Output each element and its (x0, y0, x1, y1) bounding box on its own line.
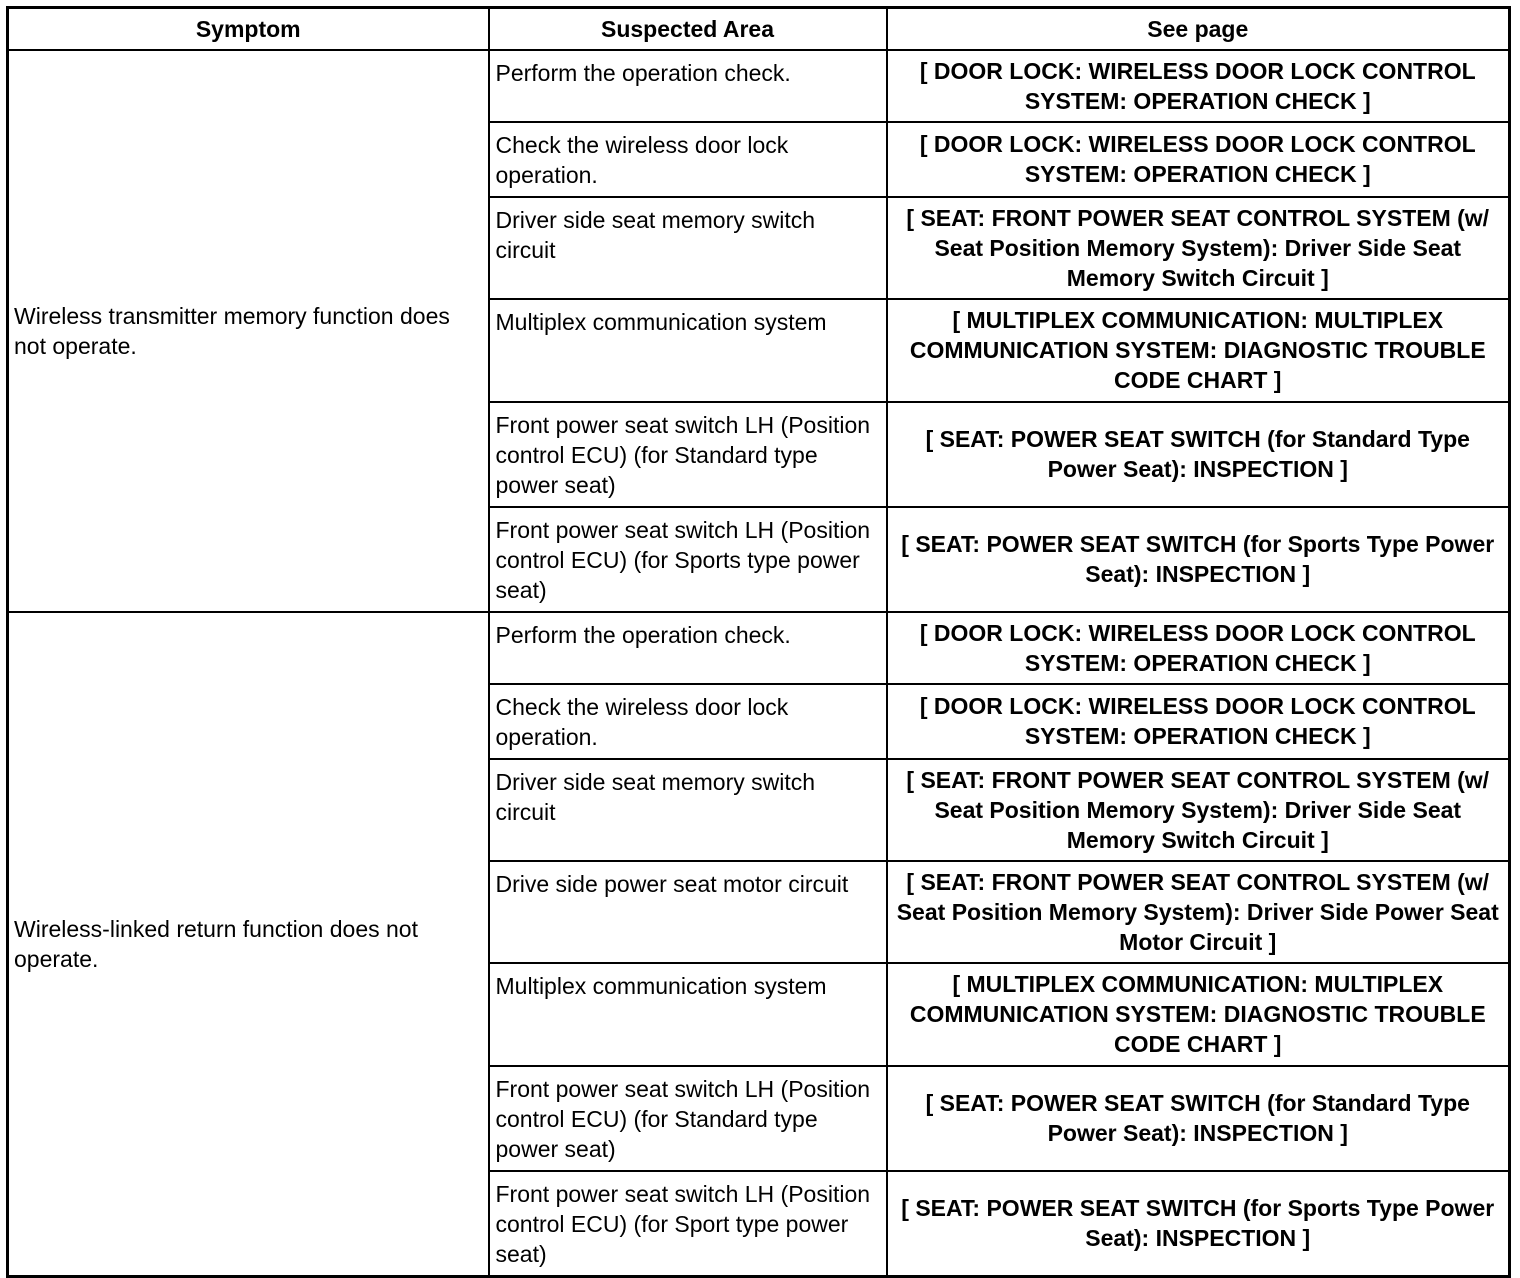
see-page-link[interactable]: [ SEAT: POWER SEAT SWITCH (for Standard Type Power Seat): INSPECTION ] (887, 402, 1510, 507)
see-page-link[interactable]: [ SEAT: POWER SEAT SWITCH (for Sports Type Power Seat): INSPECTION ] (887, 1171, 1510, 1277)
symptom-table (6, 6, 1511, 1278)
table-row (8, 612, 1510, 684)
symptom-cell: Wireless transmitter memory function does not operate. (8, 50, 489, 612)
see-page-link[interactable]: [ DOOR LOCK: WIRELESS DOOR LOCK CONTROL SYSTEM: OPERATION CHECK ] (887, 684, 1510, 759)
suspected-area-cell: Front power seat switch LH (Position control ECU) (for Sport type power seat) (489, 1171, 887, 1277)
header-see-page: See page (887, 8, 1510, 50)
suspected-area-cell: Check the wireless door lock operation. (489, 684, 887, 759)
see-page-link[interactable]: [ DOOR LOCK: WIRELESS DOOR LOCK CONTROL SYSTEM: OPERATION CHECK ] (887, 612, 1510, 684)
see-page-link[interactable]: [ SEAT: FRONT POWER SEAT CONTROL SYSTEM (w/ Seat Position Memory System): Driver Side Seat Memory Switch Circuit ] (887, 197, 1510, 299)
see-page-link[interactable]: [ SEAT: FRONT POWER SEAT CONTROL SYSTEM (w/ Seat Position Memory System): Driver Side Power Seat Motor Circuit ] (887, 861, 1510, 963)
header-suspected-area: Suspected Area (489, 8, 887, 50)
suspected-area-cell: Perform the operation check. (489, 50, 887, 122)
suspected-area-cell: Front power seat switch LH (Position control ECU) (for Standard type power seat) (489, 402, 887, 507)
header-row (8, 8, 1510, 50)
see-page-link[interactable]: [ SEAT: POWER SEAT SWITCH (for Standard Type Power Seat): INSPECTION ] (887, 1066, 1510, 1171)
suspected-area-cell: Multiplex communication system (489, 299, 887, 402)
suspected-area-cell: Driver side seat memory switch circuit (489, 197, 887, 299)
suspected-area-cell: Front power seat switch LH (Position control ECU) (for Standard type power seat) (489, 1066, 887, 1171)
suspected-area-cell: Multiplex communication system (489, 963, 887, 1066)
header-symptom: Symptom (8, 8, 489, 50)
see-page-link[interactable]: [ MULTIPLEX COMMUNICATION: MULTIPLEX COMMUNICATION SYSTEM: DIAGNOSTIC TROUBLE CODE CHART ] (887, 963, 1510, 1066)
suspected-area-cell: Check the wireless door lock operation. (489, 122, 887, 197)
symptom-cell: Wireless-linked return function does not operate. (8, 612, 489, 1277)
suspected-area-cell: Front power seat switch LH (Position control ECU) (for Sports type power seat) (489, 507, 887, 612)
table-row (8, 50, 1510, 122)
suspected-area-cell: Drive side power seat motor circuit (489, 861, 887, 963)
see-page-link[interactable]: [ DOOR LOCK: WIRELESS DOOR LOCK CONTROL SYSTEM: OPERATION CHECK ] (887, 50, 1510, 122)
see-page-link[interactable]: [ MULTIPLEX COMMUNICATION: MULTIPLEX COMMUNICATION SYSTEM: DIAGNOSTIC TROUBLE CODE CHART ] (887, 299, 1510, 402)
suspected-area-cell: Perform the operation check. (489, 612, 887, 684)
see-page-link[interactable]: [ DOOR LOCK: WIRELESS DOOR LOCK CONTROL SYSTEM: OPERATION CHECK ] (887, 122, 1510, 197)
see-page-link[interactable]: [ SEAT: FRONT POWER SEAT CONTROL SYSTEM (w/ Seat Position Memory System): Driver Side Seat Memory Switch Circuit ] (887, 759, 1510, 861)
see-page-link[interactable]: [ SEAT: POWER SEAT SWITCH (for Sports Type Power Seat): INSPECTION ] (887, 507, 1510, 612)
suspected-area-cell: Driver side seat memory switch circuit (489, 759, 887, 861)
